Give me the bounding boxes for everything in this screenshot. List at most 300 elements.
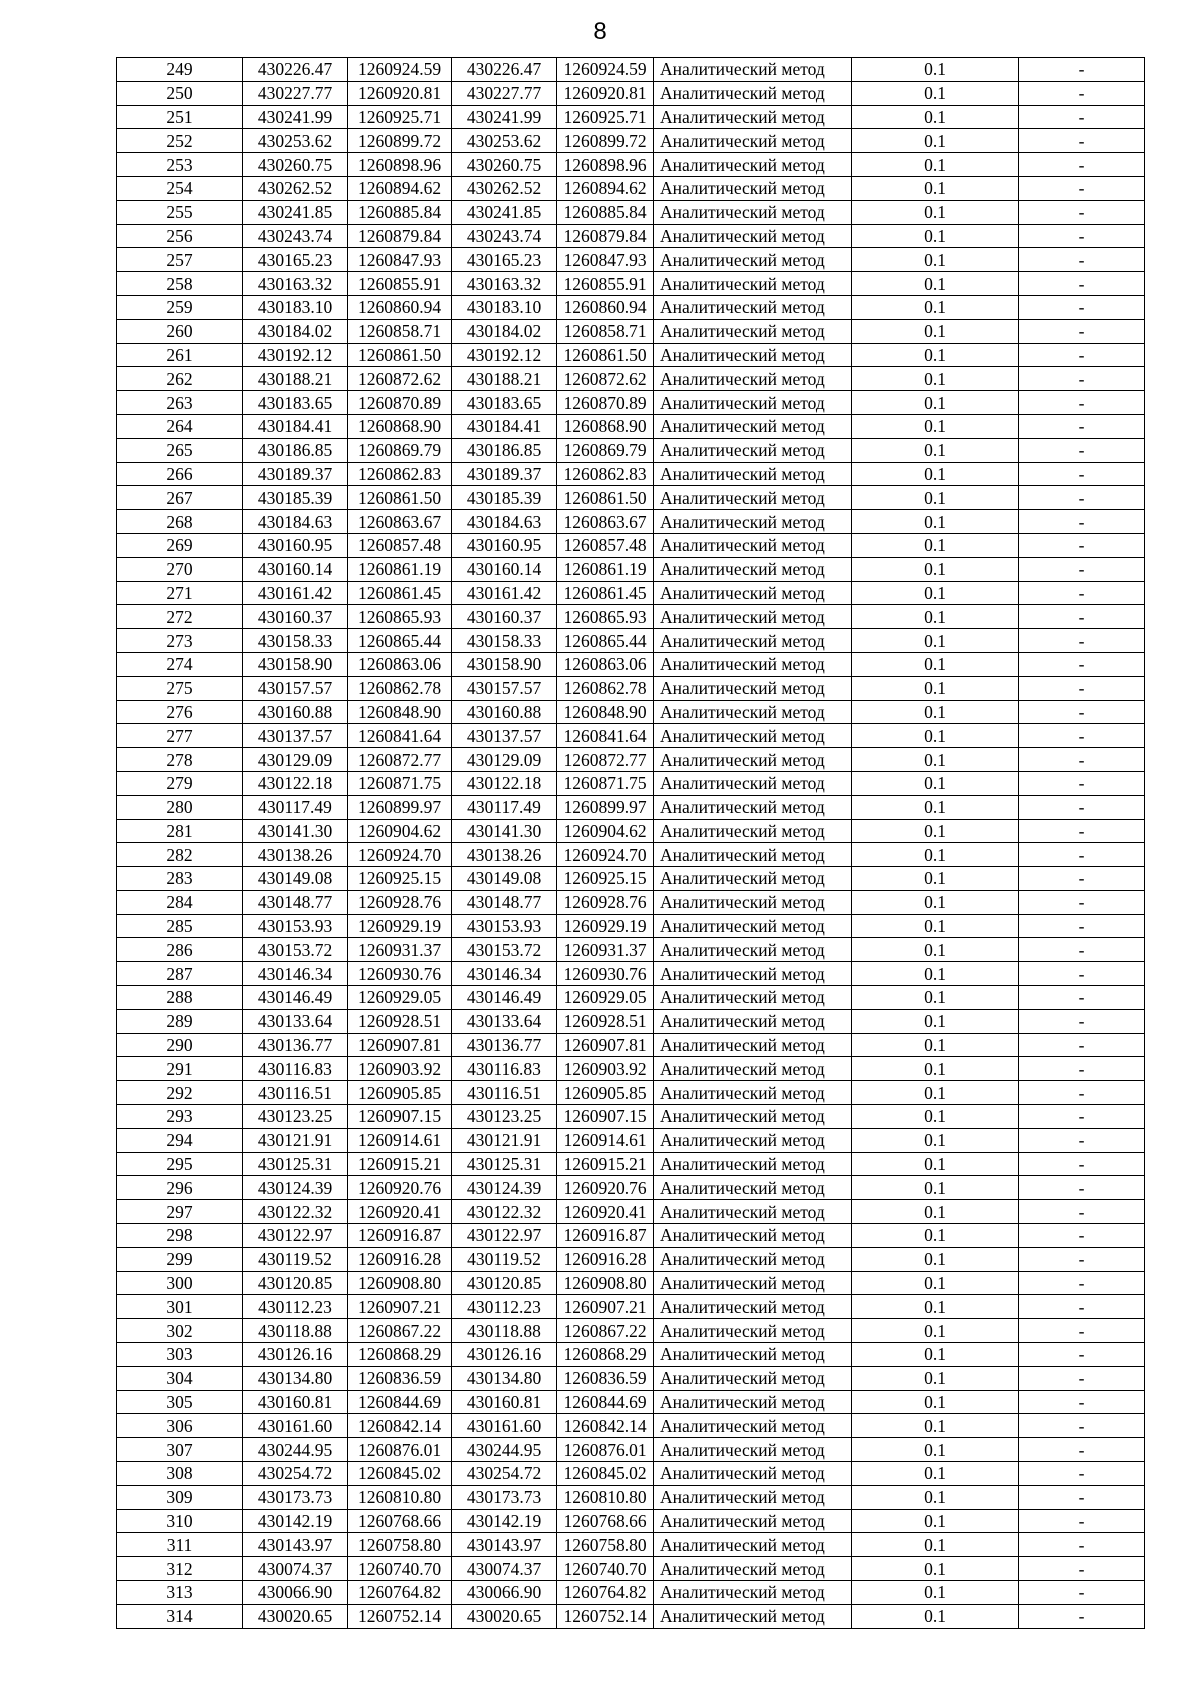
y-coordinate-cell: 1260842.14 <box>348 1414 452 1438</box>
x-coordinate-cell: 430184.63 <box>243 510 348 534</box>
x-coordinate-cell: 430186.85 <box>243 438 348 462</box>
point-number-cell: 299 <box>117 1247 243 1271</box>
y-coordinate-cell: 1260862.83 <box>348 462 452 486</box>
point-number-cell: 289 <box>117 1009 243 1033</box>
note-cell: - <box>1019 748 1145 772</box>
y-coordinate-cell: 1260899.97 <box>348 795 452 819</box>
note-cell: - <box>1019 914 1145 938</box>
method-cell: Аналитический метод <box>654 1509 852 1533</box>
x-coordinate-2-cell: 430188.21 <box>452 367 557 391</box>
method-cell: Аналитический метод <box>654 200 852 224</box>
method-cell: Аналитический метод <box>654 962 852 986</box>
y-coordinate-2-cell: 1260857.48 <box>557 533 654 557</box>
precision-cell: 0.1 <box>852 1224 1019 1248</box>
method-cell: Аналитический метод <box>654 914 852 938</box>
table-row <box>117 724 1145 748</box>
table-row <box>117 319 1145 343</box>
point-number-cell: 303 <box>117 1343 243 1367</box>
y-coordinate-cell: 1260879.84 <box>348 224 452 248</box>
x-coordinate-2-cell: 430160.81 <box>452 1390 557 1414</box>
x-coordinate-cell: 430185.39 <box>243 486 348 510</box>
y-coordinate-2-cell: 1260903.92 <box>557 1057 654 1081</box>
x-coordinate-cell: 430253.62 <box>243 129 348 153</box>
table-row <box>117 224 1145 248</box>
y-coordinate-2-cell: 1260862.78 <box>557 676 654 700</box>
point-number-cell: 269 <box>117 533 243 557</box>
y-coordinate-cell: 1260915.21 <box>348 1152 452 1176</box>
precision-cell: 0.1 <box>852 81 1019 105</box>
note-cell: - <box>1019 557 1145 581</box>
x-coordinate-cell: 430119.52 <box>243 1247 348 1271</box>
precision-cell: 0.1 <box>852 1033 1019 1057</box>
table-row <box>117 1319 1145 1343</box>
y-coordinate-cell: 1260865.44 <box>348 629 452 653</box>
x-coordinate-2-cell: 430153.72 <box>452 938 557 962</box>
y-coordinate-2-cell: 1260865.44 <box>557 629 654 653</box>
method-cell: Аналитический метод <box>654 652 852 676</box>
x-coordinate-2-cell: 430183.10 <box>452 295 557 319</box>
table-row <box>117 1271 1145 1295</box>
precision-cell: 0.1 <box>852 1509 1019 1533</box>
y-coordinate-2-cell: 1260899.72 <box>557 129 654 153</box>
note-cell: - <box>1019 1009 1145 1033</box>
point-number-cell: 262 <box>117 367 243 391</box>
y-coordinate-cell: 1260929.05 <box>348 986 452 1010</box>
method-cell: Аналитический метод <box>654 58 852 82</box>
point-number-cell: 265 <box>117 438 243 462</box>
note-cell: - <box>1019 319 1145 343</box>
point-number-cell: 256 <box>117 224 243 248</box>
method-cell: Аналитический метод <box>654 1057 852 1081</box>
table-row <box>117 914 1145 938</box>
table-row <box>117 1414 1145 1438</box>
method-cell: Аналитический метод <box>654 343 852 367</box>
note-cell: - <box>1019 1271 1145 1295</box>
note-cell: - <box>1019 1509 1145 1533</box>
precision-cell: 0.1 <box>852 272 1019 296</box>
precision-cell: 0.1 <box>852 1343 1019 1367</box>
x-coordinate-2-cell: 430160.14 <box>452 557 557 581</box>
x-coordinate-2-cell: 430226.47 <box>452 58 557 82</box>
y-coordinate-2-cell: 1260931.37 <box>557 938 654 962</box>
note-cell: - <box>1019 1390 1145 1414</box>
y-coordinate-2-cell: 1260924.59 <box>557 58 654 82</box>
note-cell: - <box>1019 1057 1145 1081</box>
x-coordinate-2-cell: 430184.63 <box>452 510 557 534</box>
y-coordinate-2-cell: 1260907.15 <box>557 1105 654 1129</box>
precision-cell: 0.1 <box>852 1604 1019 1628</box>
y-coordinate-2-cell: 1260860.94 <box>557 295 654 319</box>
y-coordinate-2-cell: 1260925.71 <box>557 105 654 129</box>
table-row <box>117 1343 1145 1367</box>
method-cell: Аналитический метод <box>654 486 852 510</box>
x-coordinate-cell: 430163.32 <box>243 272 348 296</box>
y-coordinate-cell: 1260920.41 <box>348 1200 452 1224</box>
note-cell: - <box>1019 962 1145 986</box>
y-coordinate-cell: 1260860.94 <box>348 295 452 319</box>
y-coordinate-cell: 1260885.84 <box>348 200 452 224</box>
y-coordinate-2-cell: 1260861.19 <box>557 557 654 581</box>
y-coordinate-2-cell: 1260862.83 <box>557 462 654 486</box>
y-coordinate-2-cell: 1260915.21 <box>557 1152 654 1176</box>
x-coordinate-cell: 430160.14 <box>243 557 348 581</box>
note-cell: - <box>1019 795 1145 819</box>
x-coordinate-cell: 430192.12 <box>243 343 348 367</box>
table-row <box>117 248 1145 272</box>
x-coordinate-cell: 430122.18 <box>243 771 348 795</box>
x-coordinate-2-cell: 430117.49 <box>452 795 557 819</box>
precision-cell: 0.1 <box>852 1081 1019 1105</box>
point-number-cell: 305 <box>117 1390 243 1414</box>
point-number-cell: 302 <box>117 1319 243 1343</box>
x-coordinate-cell: 430143.97 <box>243 1533 348 1557</box>
x-coordinate-2-cell: 430173.73 <box>452 1485 557 1509</box>
x-coordinate-2-cell: 430122.18 <box>452 771 557 795</box>
note-cell: - <box>1019 391 1145 415</box>
x-coordinate-2-cell: 430183.65 <box>452 391 557 415</box>
point-number-cell: 258 <box>117 272 243 296</box>
y-coordinate-cell: 1260810.80 <box>348 1485 452 1509</box>
table-row <box>117 1438 1145 1462</box>
precision-cell: 0.1 <box>852 843 1019 867</box>
precision-cell: 0.1 <box>852 1557 1019 1581</box>
point-number-cell: 287 <box>117 962 243 986</box>
point-number-cell: 291 <box>117 1057 243 1081</box>
x-coordinate-cell: 430148.77 <box>243 890 348 914</box>
precision-cell: 0.1 <box>852 367 1019 391</box>
x-coordinate-cell: 430153.93 <box>243 914 348 938</box>
y-coordinate-2-cell: 1260925.15 <box>557 867 654 891</box>
note-cell: - <box>1019 1557 1145 1581</box>
x-coordinate-cell: 430125.31 <box>243 1152 348 1176</box>
note-cell: - <box>1019 438 1145 462</box>
y-coordinate-2-cell: 1260841.64 <box>557 724 654 748</box>
table-row <box>117 1390 1145 1414</box>
table-row <box>117 81 1145 105</box>
precision-cell: 0.1 <box>852 605 1019 629</box>
y-coordinate-cell: 1260928.76 <box>348 890 452 914</box>
method-cell: Аналитический метод <box>654 843 852 867</box>
point-number-cell: 294 <box>117 1128 243 1152</box>
x-coordinate-cell: 430183.10 <box>243 295 348 319</box>
y-coordinate-cell: 1260764.82 <box>348 1581 452 1605</box>
y-coordinate-2-cell: 1260894.62 <box>557 176 654 200</box>
x-coordinate-cell: 430116.51 <box>243 1081 348 1105</box>
precision-cell: 0.1 <box>852 129 1019 153</box>
x-coordinate-cell: 430157.57 <box>243 676 348 700</box>
precision-cell: 0.1 <box>852 867 1019 891</box>
point-number-cell: 260 <box>117 319 243 343</box>
y-coordinate-2-cell: 1260914.61 <box>557 1128 654 1152</box>
precision-cell: 0.1 <box>852 248 1019 272</box>
method-cell: Аналитический метод <box>654 1485 852 1509</box>
y-coordinate-cell: 1260916.28 <box>348 1247 452 1271</box>
y-coordinate-2-cell: 1260920.41 <box>557 1200 654 1224</box>
y-coordinate-cell: 1260869.79 <box>348 438 452 462</box>
table-row <box>117 748 1145 772</box>
note-cell: - <box>1019 272 1145 296</box>
x-coordinate-cell: 430189.37 <box>243 462 348 486</box>
point-number-cell: 255 <box>117 200 243 224</box>
point-number-cell: 270 <box>117 557 243 581</box>
note-cell: - <box>1019 1200 1145 1224</box>
y-coordinate-cell: 1260867.22 <box>348 1319 452 1343</box>
note-cell: - <box>1019 367 1145 391</box>
note-cell: - <box>1019 1295 1145 1319</box>
x-coordinate-2-cell: 430254.72 <box>452 1462 557 1486</box>
y-coordinate-2-cell: 1260758.80 <box>557 1533 654 1557</box>
y-coordinate-cell: 1260905.85 <box>348 1081 452 1105</box>
method-cell: Аналитический метод <box>654 676 852 700</box>
precision-cell: 0.1 <box>852 1128 1019 1152</box>
precision-cell: 0.1 <box>852 1009 1019 1033</box>
x-coordinate-cell: 430241.99 <box>243 105 348 129</box>
table-row <box>117 176 1145 200</box>
note-cell: - <box>1019 105 1145 129</box>
method-cell: Аналитический метод <box>654 81 852 105</box>
table-row <box>117 438 1145 462</box>
method-cell: Аналитический метод <box>654 1343 852 1367</box>
y-coordinate-2-cell: 1260871.75 <box>557 771 654 795</box>
table-row <box>117 272 1145 296</box>
table-body <box>117 58 1145 1629</box>
x-coordinate-2-cell: 430118.88 <box>452 1319 557 1343</box>
precision-cell: 0.1 <box>852 295 1019 319</box>
precision-cell: 0.1 <box>852 414 1019 438</box>
note-cell: - <box>1019 200 1145 224</box>
note-cell: - <box>1019 176 1145 200</box>
note-cell: - <box>1019 819 1145 843</box>
note-cell: - <box>1019 1604 1145 1628</box>
x-coordinate-cell: 430122.32 <box>243 1200 348 1224</box>
method-cell: Аналитический метод <box>654 795 852 819</box>
x-coordinate-cell: 430160.81 <box>243 1390 348 1414</box>
y-coordinate-2-cell: 1260870.89 <box>557 391 654 415</box>
y-coordinate-2-cell: 1260842.14 <box>557 1414 654 1438</box>
x-coordinate-cell: 430165.23 <box>243 248 348 272</box>
x-coordinate-cell: 430227.77 <box>243 81 348 105</box>
y-coordinate-cell: 1260768.66 <box>348 1509 452 1533</box>
note-cell: - <box>1019 462 1145 486</box>
note-cell: - <box>1019 1224 1145 1248</box>
x-coordinate-cell: 430074.37 <box>243 1557 348 1581</box>
y-coordinate-cell: 1260855.91 <box>348 272 452 296</box>
x-coordinate-2-cell: 430160.88 <box>452 700 557 724</box>
table-row <box>117 1533 1145 1557</box>
precision-cell: 0.1 <box>852 391 1019 415</box>
method-cell: Аналитический метод <box>654 1224 852 1248</box>
point-number-cell: 250 <box>117 81 243 105</box>
precision-cell: 0.1 <box>852 176 1019 200</box>
y-coordinate-2-cell: 1260929.05 <box>557 986 654 1010</box>
point-number-cell: 304 <box>117 1366 243 1390</box>
table-row <box>117 1485 1145 1509</box>
point-number-cell: 307 <box>117 1438 243 1462</box>
y-coordinate-2-cell: 1260872.62 <box>557 367 654 391</box>
precision-cell: 0.1 <box>852 724 1019 748</box>
x-coordinate-cell: 430020.65 <box>243 1604 348 1628</box>
table-row <box>117 1295 1145 1319</box>
x-coordinate-cell: 430121.91 <box>243 1128 348 1152</box>
table-row <box>117 771 1145 795</box>
precision-cell: 0.1 <box>852 1390 1019 1414</box>
method-cell: Аналитический метод <box>654 938 852 962</box>
method-cell: Аналитический метод <box>654 1366 852 1390</box>
y-coordinate-2-cell: 1260867.22 <box>557 1319 654 1343</box>
x-coordinate-2-cell: 430192.12 <box>452 343 557 367</box>
x-coordinate-cell: 430184.41 <box>243 414 348 438</box>
y-coordinate-cell: 1260857.48 <box>348 533 452 557</box>
x-coordinate-cell: 430134.80 <box>243 1366 348 1390</box>
note-cell: - <box>1019 652 1145 676</box>
y-coordinate-2-cell: 1260764.82 <box>557 1581 654 1605</box>
method-cell: Аналитический метод <box>654 129 852 153</box>
y-coordinate-cell: 1260836.59 <box>348 1366 452 1390</box>
y-coordinate-2-cell: 1260810.80 <box>557 1485 654 1509</box>
x-coordinate-cell: 430123.25 <box>243 1105 348 1129</box>
note-cell: - <box>1019 843 1145 867</box>
y-coordinate-2-cell: 1260740.70 <box>557 1557 654 1581</box>
point-number-cell: 271 <box>117 581 243 605</box>
y-coordinate-cell: 1260858.71 <box>348 319 452 343</box>
precision-cell: 0.1 <box>852 962 1019 986</box>
y-coordinate-cell: 1260841.64 <box>348 724 452 748</box>
point-number-cell: 267 <box>117 486 243 510</box>
table-row <box>117 843 1145 867</box>
x-coordinate-2-cell: 430185.39 <box>452 486 557 510</box>
note-cell: - <box>1019 938 1145 962</box>
method-cell: Аналитический метод <box>654 1390 852 1414</box>
note-cell: - <box>1019 1343 1145 1367</box>
note-cell: - <box>1019 1247 1145 1271</box>
x-coordinate-2-cell: 430133.64 <box>452 1009 557 1033</box>
note-cell: - <box>1019 1533 1145 1557</box>
x-coordinate-cell: 430118.88 <box>243 1319 348 1343</box>
precision-cell: 0.1 <box>852 795 1019 819</box>
note-cell: - <box>1019 1081 1145 1105</box>
table-row <box>117 1033 1145 1057</box>
x-coordinate-cell: 430146.49 <box>243 986 348 1010</box>
x-coordinate-cell: 430254.72 <box>243 1462 348 1486</box>
precision-cell: 0.1 <box>852 1366 1019 1390</box>
note-cell: - <box>1019 1152 1145 1176</box>
method-cell: Аналитический метод <box>654 700 852 724</box>
precision-cell: 0.1 <box>852 771 1019 795</box>
x-coordinate-2-cell: 430129.09 <box>452 748 557 772</box>
table-row <box>117 414 1145 438</box>
method-cell: Аналитический метод <box>654 1105 852 1129</box>
table-row <box>117 1128 1145 1152</box>
point-number-cell: 266 <box>117 462 243 486</box>
y-coordinate-2-cell: 1260920.81 <box>557 81 654 105</box>
note-cell: - <box>1019 1033 1145 1057</box>
y-coordinate-cell: 1260898.96 <box>348 153 452 177</box>
method-cell: Аналитический метод <box>654 819 852 843</box>
method-cell: Аналитический метод <box>654 272 852 296</box>
y-coordinate-2-cell: 1260898.96 <box>557 153 654 177</box>
precision-cell: 0.1 <box>852 1485 1019 1509</box>
table-row <box>117 391 1145 415</box>
x-coordinate-cell: 430138.26 <box>243 843 348 867</box>
point-number-cell: 280 <box>117 795 243 819</box>
x-coordinate-2-cell: 430122.97 <box>452 1224 557 1248</box>
precision-cell: 0.1 <box>852 1581 1019 1605</box>
x-coordinate-cell: 430112.23 <box>243 1295 348 1319</box>
y-coordinate-2-cell: 1260907.21 <box>557 1295 654 1319</box>
y-coordinate-2-cell: 1260845.02 <box>557 1462 654 1486</box>
table-row <box>117 367 1145 391</box>
y-coordinate-2-cell: 1260844.69 <box>557 1390 654 1414</box>
table-row <box>117 962 1145 986</box>
point-number-cell: 279 <box>117 771 243 795</box>
y-coordinate-2-cell: 1260879.84 <box>557 224 654 248</box>
y-coordinate-2-cell: 1260868.90 <box>557 414 654 438</box>
x-coordinate-cell: 430160.88 <box>243 700 348 724</box>
method-cell: Аналитический метод <box>654 414 852 438</box>
y-coordinate-cell: 1260861.50 <box>348 486 452 510</box>
y-coordinate-2-cell: 1260863.67 <box>557 510 654 534</box>
x-coordinate-2-cell: 430020.65 <box>452 1604 557 1628</box>
method-cell: Аналитический метод <box>654 581 852 605</box>
x-coordinate-cell: 430241.85 <box>243 200 348 224</box>
precision-cell: 0.1 <box>852 200 1019 224</box>
x-coordinate-2-cell: 430184.41 <box>452 414 557 438</box>
x-coordinate-cell: 430116.83 <box>243 1057 348 1081</box>
table-row <box>117 129 1145 153</box>
y-coordinate-2-cell: 1260861.45 <box>557 581 654 605</box>
precision-cell: 0.1 <box>852 1057 1019 1081</box>
note-cell: - <box>1019 1176 1145 1200</box>
x-coordinate-cell: 430183.65 <box>243 391 348 415</box>
method-cell: Аналитический метод <box>654 1604 852 1628</box>
point-number-cell: 290 <box>117 1033 243 1057</box>
table-row <box>117 652 1145 676</box>
point-number-cell: 306 <box>117 1414 243 1438</box>
point-number-cell: 254 <box>117 176 243 200</box>
table-row <box>117 1224 1145 1248</box>
method-cell: Аналитический метод <box>654 629 852 653</box>
method-cell: Аналитический метод <box>654 1200 852 1224</box>
method-cell: Аналитический метод <box>654 224 852 248</box>
point-number-cell: 268 <box>117 510 243 534</box>
method-cell: Аналитический метод <box>654 1438 852 1462</box>
note-cell: - <box>1019 510 1145 534</box>
precision-cell: 0.1 <box>852 652 1019 676</box>
point-number-cell: 313 <box>117 1581 243 1605</box>
point-number-cell: 263 <box>117 391 243 415</box>
y-coordinate-2-cell: 1260930.76 <box>557 962 654 986</box>
point-number-cell: 272 <box>117 605 243 629</box>
table-row <box>117 1557 1145 1581</box>
method-cell: Аналитический метод <box>654 1533 852 1557</box>
y-coordinate-cell: 1260865.93 <box>348 605 452 629</box>
x-coordinate-2-cell: 430116.51 <box>452 1081 557 1105</box>
y-coordinate-2-cell: 1260916.87 <box>557 1224 654 1248</box>
method-cell: Аналитический метод <box>654 1176 852 1200</box>
note-cell: - <box>1019 1105 1145 1129</box>
x-coordinate-cell: 430184.02 <box>243 319 348 343</box>
page-number: 8 <box>593 18 607 45</box>
note-cell: - <box>1019 676 1145 700</box>
y-coordinate-2-cell: 1260929.19 <box>557 914 654 938</box>
precision-cell: 0.1 <box>852 1176 1019 1200</box>
table-row <box>117 1200 1145 1224</box>
table-row <box>117 533 1145 557</box>
x-coordinate-2-cell: 430119.52 <box>452 1247 557 1271</box>
table-row <box>117 629 1145 653</box>
note-cell: - <box>1019 343 1145 367</box>
note-cell: - <box>1019 1485 1145 1509</box>
